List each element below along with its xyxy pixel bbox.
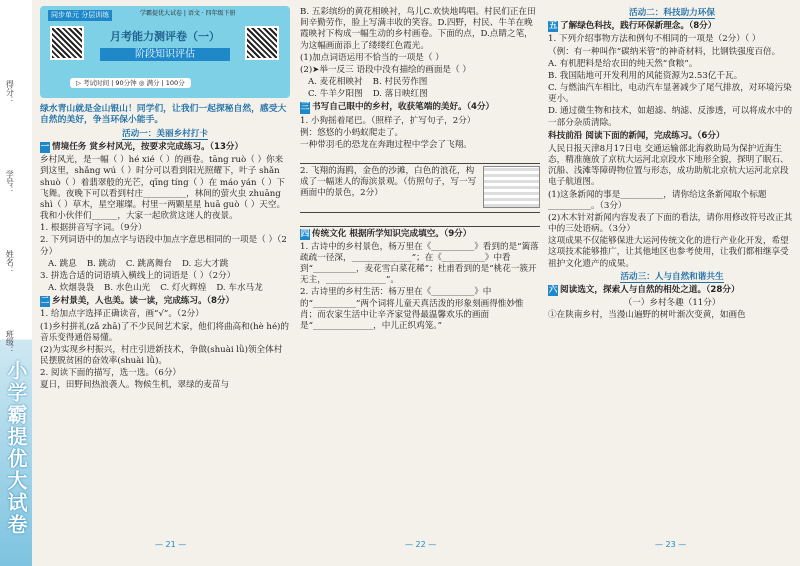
question-3-2: 2. 飞翔的海鸥，金色的沙滩，白色的浪花，构成了一幅迷人的海滨景观。（仿照句子，写一写画面中的景色，2分） (300, 166, 477, 199)
option-b: B. 我国陆地可开发利用的风能资源为2.53亿千瓦。 (548, 70, 743, 81)
question-1-1: 1. 根据拼音写字词。（9分） (40, 223, 147, 234)
left-margin-strip (0, 0, 32, 566)
question-5-1-example: （例：有一种叫作“碳纳米管”的神奇材料，比钢铁强度百倍。 (548, 46, 781, 57)
exam-subtitle: 阶段知识评估 (100, 48, 230, 61)
page-number-23: — 23 — (655, 540, 687, 549)
page-21-column (40, 6, 290, 536)
intro-text: 绿水青山就是金山银山！同学们，让我们一起探秘自然，感受大自然的美好，争当环保小能手。 (40, 104, 287, 126)
section-3-heading: 三 书写自己眼中的乡村，收获笔端的美好。（4分） (300, 102, 495, 113)
question-3-1-example: 例：悠悠的小蚂蚁爬走了。 (300, 127, 404, 138)
question-1-3-options: A. 炊烟袅袅 B. 水色山光 C. 灯火辉煌 D. 车水马龙 (48, 283, 263, 294)
activity-2-heading: 活动二：科技助力环保 (629, 8, 715, 18)
question-1-3: 3. 拼选合适的词语填入横线上的词语是（ ）（2分） (40, 270, 236, 281)
question-4-1: 1. 古诗中的乡村景色，杨万里在《__________》看到的是“篱落疏疏一径深，______________”；在《__________》中看到“__________，麦花雪白菜花稀”；杜甫看到的是“桃花一簇开无主，______________”。 (300, 241, 539, 286)
question-2-1b: (2)为实现乡村振兴，村庄引进新技术，争做(shuài lǜ)领全体村民摆脱贫困的奋效率(shuài lǜ)。 (40, 344, 283, 367)
reading-passage-start: 夏日，田野间热浪袭人。物候生机，翠绿的麦苗与 (40, 380, 230, 391)
question-2-1: 1. 给加点字选择正确读音，画“√”。（2分） (40, 309, 204, 320)
section-2-heading: 二 乡村景美，人也美。读一读，完成练习。（8分） (40, 296, 235, 307)
section-6-heading: 六 阅读选文，探索人与自然的相处之道。（28分） (548, 284, 740, 295)
question-3-1: 1. 小狗摇着尾巴。（照样子，扩写句子，2分） (300, 115, 476, 126)
page-23-column (548, 6, 796, 536)
question-2-2-1: (1)加点词语运用不恰当的一项是（ ） (300, 52, 444, 63)
student-id-label: 学号： (5, 170, 15, 194)
seaside-illustration (483, 166, 540, 208)
banner-tag: 同步单元 分层训练 (48, 10, 112, 21)
brand-vertical-title: 小学霸提优大试卷 (4, 360, 28, 536)
question-2-1a: (1)乡村拼礼(zǎ zhā)了不少民间艺术家，他们将曲高和(hè hé)的音乐变得通俗易懂。 (40, 321, 290, 343)
page-number-22: — 22 — (405, 540, 437, 549)
activity-3-heading: 活动三：人与自然和谐共生 (620, 271, 724, 282)
name-label: 姓名： (5, 250, 15, 274)
section-4-heading: 四 传统文化 根据所学知识完成填空。（9分） (300, 228, 472, 239)
exam-banner (40, 6, 290, 98)
question-5-2-1: (1)这条新闻的事是__________，请你给这条新闻取个标题__________。（3分） (548, 189, 767, 211)
question-2-2-options-a: A. 麦花相映衬 B. 村民劳作图 (308, 77, 428, 88)
question-1-2: 2. 下列词语中的加点字与语段中加点字意思相同的一项是（ ）（2分） (40, 235, 287, 257)
question-2-2-2: (2)➤举一反三 语段中没有描绘的画面是（ ） (300, 64, 471, 75)
question-5-2-2: (2)木木针对新闻内容发表了下面的看法，请你用修改符号改正其中的三处语病。（3分） (548, 212, 793, 235)
page-22-column (300, 6, 540, 536)
score-label: 得分： (5, 80, 15, 104)
question-5-1: 1. 下列介绍事物方法和例句不相同的一项是（2分）（ ） (548, 34, 761, 45)
question-3-1-sentence: 一种带羽毛的恐龙在奔跑过程中学会了飞翔。 (300, 139, 472, 150)
question-5-2-heading: 科技前沿 阅读下面的新闻，完成练习。（6分） (548, 130, 725, 141)
question-2-2-options-b: C. 牛羊夕阳图 D. 落日映红图 (308, 89, 428, 100)
activity-1-heading: 活动一：美丽乡村打卡 (122, 128, 208, 139)
reading-first-line: ①在陕南乡村，当漫山遍野的树叶渐次变黄，如画色 (548, 310, 746, 321)
exam-info: ▷ 考试时间 | 90分钟 ◎ 满分 | 100分 (70, 78, 191, 88)
section-5-heading: 五 了解绿色科技，践行环保新理念。（8分） (548, 21, 717, 32)
qr-code-left (50, 26, 84, 60)
question-1-2-options: A. 跳息 B. 跳动 C. 跳离舞台 D. 忘大才跳 (48, 258, 229, 269)
passage-1: 乡村风光，是一幅（ ）hé xié（ ）的画卷。tāng ruò（ ）你来到这里，shǎng wú（ ）时分可以看到阳光照耀下，叶子 shǎn shuò（ ）着翡翠般的光芒，qīng tíng（ ）在 máo yán（ ）下飞舞。夜晚下可以看到村庄__________，林间的萤火虫 zhuāng shì（ ）草木，星空璀璨。村里一两颗星星 huā guò（ ）天空。我和小伙伴们______，大家一起欣赏这迷人的夜景。 (40, 155, 286, 222)
news-text: 人民日报天津8月17日电 交通运输部北海救助局为保护近海生态，精准施放了京杭大运河北京段水下地形全貌，探明了眠石、沉船、浅滩等障碍物位置与形态，成功助航北京杭大运河北京段电子航道图。 (548, 143, 789, 188)
class-label: 班级： (5, 330, 15, 354)
qr-code-right (245, 26, 279, 60)
reading-title: （一）乡村冬趣（11分） (623, 298, 721, 309)
product-line: 学霸提优大试卷 | 语文 · 四年级下册 (140, 10, 236, 17)
section-1-heading: 一 情境任务 赏乡村风光，按要求完成练习。（13分） (40, 142, 244, 153)
question-4-2: 2. 古诗里的乡村生活：杨万里在《__________》中的“__________”两个词将儿童天真活泼的形象刻画得惟妙惟肖；而农家生活中让辛齐家觉得最温馨欢乐的画面是“______________，中儿正织鸡笼。” (300, 287, 524, 331)
question-2-2: 2. 阅读下面的描写，选一选。（6分） (40, 368, 182, 379)
page-number-21: — 21 — (155, 540, 187, 549)
comment-text: 这项成果不仅能够保进大运河传统文化的进行产业化开发，希望这项技术能够推广，让其他地区也参考使用，让我们都相继享受祖护文化遗产的成果。 (548, 236, 789, 269)
answer-line[interactable] (300, 152, 540, 164)
answer-line[interactable] (300, 215, 540, 227)
option-a: A. 有机肥料是给农田的纯天然“食粮”。 (548, 58, 698, 69)
option-c: C. 与燃油汽车相比，电动汽车显著减少了尾气排放，对环境污染更小。 (548, 83, 792, 105)
option-d: D. 通过微生物和技术，如超滤、纳滤、反渗透，可以将成水中的一部分杂质清除。 (548, 106, 793, 128)
reading-passage-cont: B. 五彩缤纷的黄花相映衬，鸟儿C.欢快地鸣唱。村民们正在田间辛勤劳作，脸上写满丰收的笑容。D.四野，村民、牛羊在晚霞映衬下构成一幅生动的乡村画卷。下面的点，D.点睛之笔，为这幅画面添上了缕缕红色霞光。 (300, 7, 536, 51)
exam-title: 月考能力测评卷（一） (110, 30, 220, 43)
